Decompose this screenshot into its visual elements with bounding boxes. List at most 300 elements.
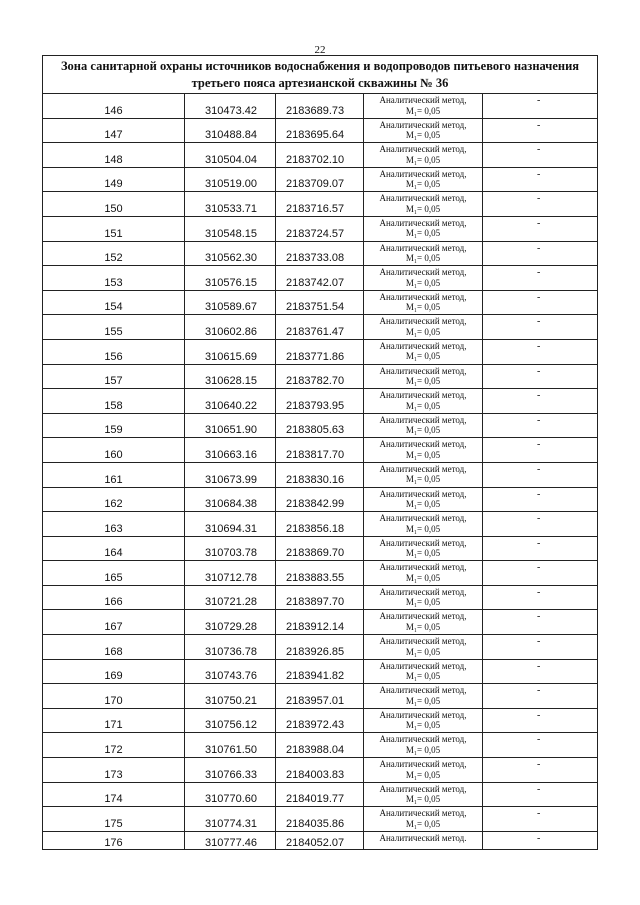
method-cell (364, 463, 483, 487)
x-coordinate: 310774.31 (205, 817, 257, 830)
y-coordinate: 2183926.85 (286, 645, 345, 658)
note-dash: - (537, 586, 541, 598)
method-cell (364, 315, 483, 339)
y-coordinate: 2183695.64 (286, 129, 345, 142)
x-coordinate-cell (185, 242, 276, 266)
y-coordinate-cell (276, 168, 364, 192)
point-number: 174 (104, 793, 123, 806)
method-text: Аналитический метод, (379, 513, 467, 524)
note-cell (483, 365, 597, 389)
x-coordinate: 310663.16 (205, 448, 257, 461)
y-coordinate: 2183869.70 (286, 547, 345, 560)
x-coordinate: 310729.28 (205, 621, 257, 634)
y-coordinate: 2183702.10 (286, 153, 345, 166)
point-number: 147 (104, 129, 123, 142)
y-coordinate: 2183716.57 (286, 202, 345, 215)
table-row (43, 684, 597, 709)
y-coordinate-cell (276, 192, 364, 216)
point-number-cell (43, 635, 185, 659)
x-coordinate-cell (185, 709, 276, 733)
note-dash: - (537, 709, 541, 721)
x-coordinate: 310548.15 (205, 227, 257, 240)
point-number-cell (43, 463, 185, 487)
note-dash: - (537, 808, 541, 820)
method-cell (364, 807, 483, 831)
note-dash: - (537, 365, 541, 377)
x-coordinate: 310602.86 (205, 325, 257, 338)
x-coordinate: 310519.00 (205, 178, 257, 191)
y-coordinate-cell (276, 266, 364, 290)
point-number-cell (43, 709, 185, 733)
point-number-cell (43, 537, 185, 561)
y-coordinate-cell (276, 561, 364, 585)
method-cell (364, 512, 483, 536)
method-cell (364, 488, 483, 512)
point-number-cell (43, 143, 185, 167)
point-number: 160 (104, 448, 123, 461)
y-coordinate-cell (276, 807, 364, 831)
point-number-cell (43, 610, 185, 634)
note-cell (483, 94, 597, 118)
method-text: Аналитический метод, (379, 439, 467, 450)
method-accuracy: M₁= 0,05 (405, 671, 441, 682)
table-row (43, 660, 597, 685)
title-line-1: Зона санитарной охраны источников водоснабжения и водопроводов питьевого назначения (60, 59, 580, 73)
table-row (43, 610, 597, 635)
point-number-cell (43, 684, 185, 708)
note-dash: - (537, 463, 541, 475)
y-coordinate: 2183957.01 (286, 694, 345, 707)
y-coordinate: 2183805.63 (286, 424, 345, 437)
x-coordinate-cell (185, 488, 276, 512)
x-coordinate: 310615.69 (205, 350, 257, 363)
point-number-cell (43, 242, 185, 266)
method-accuracy: M₁= 0,05 (405, 572, 441, 583)
note-dash: - (537, 340, 541, 352)
x-coordinate-cell (185, 660, 276, 684)
point-number-cell (43, 119, 185, 143)
point-number-cell (43, 438, 185, 462)
method-cell (364, 758, 483, 782)
note-cell (483, 635, 597, 659)
x-coordinate-cell (185, 168, 276, 192)
y-coordinate-cell (276, 660, 364, 684)
method-text: Аналитический метод, (379, 586, 467, 597)
y-coordinate: 2183817.70 (286, 448, 345, 461)
note-dash: - (537, 119, 541, 131)
point-number-cell (43, 586, 185, 610)
note-cell (483, 488, 597, 512)
method-text: Аналитический метод, (379, 685, 467, 696)
method-text: Аналитический метод, (379, 636, 467, 647)
x-coordinate-cell (185, 389, 276, 413)
note-dash: - (537, 783, 541, 795)
method-cell (364, 783, 483, 807)
method-text: Аналитический метод, (379, 537, 467, 548)
table-row (43, 119, 597, 144)
method-text: Аналитический метод, (379, 267, 467, 278)
point-number: 165 (104, 571, 123, 584)
y-coordinate: 2183988.04 (286, 744, 345, 757)
y-coordinate: 2184019.77 (286, 793, 345, 806)
table-row (43, 537, 597, 562)
method-cell (364, 291, 483, 315)
y-coordinate-cell (276, 365, 364, 389)
x-coordinate-cell (185, 266, 276, 290)
x-coordinate: 310743.76 (205, 670, 257, 683)
method-text: Аналитический метод, (379, 808, 467, 819)
method-accuracy: M₁= 0,05 (405, 130, 441, 141)
method-accuracy: M₁= 0,05 (405, 794, 441, 805)
point-number: 155 (104, 325, 123, 338)
x-coordinate: 310736.78 (205, 645, 257, 658)
x-coordinate-cell (185, 783, 276, 807)
note-cell (483, 832, 597, 849)
point-number-cell (43, 192, 185, 216)
point-number: 152 (104, 252, 123, 265)
x-coordinate: 310562.30 (205, 252, 257, 265)
method-text: Аналитический метод, (379, 759, 467, 770)
point-number-cell (43, 94, 185, 118)
point-number-cell (43, 561, 185, 585)
point-number: 176 (104, 836, 123, 849)
y-coordinate-cell (276, 709, 364, 733)
method-accuracy: M₁= 0,05 (405, 449, 441, 460)
point-number-cell (43, 758, 185, 782)
x-coordinate-cell (185, 291, 276, 315)
point-number: 153 (104, 276, 123, 289)
method-accuracy: M₁= 0,05 (405, 597, 441, 608)
y-coordinate: 2183742.07 (286, 276, 345, 289)
method-cell (364, 119, 483, 143)
x-coordinate-cell (185, 192, 276, 216)
note-cell (483, 389, 597, 413)
method-cell (364, 561, 483, 585)
y-coordinate: 2183709.07 (286, 178, 345, 191)
table-row (43, 315, 597, 340)
y-coordinate: 2183761.47 (286, 325, 345, 338)
point-number-cell (43, 217, 185, 241)
y-coordinate-cell (276, 242, 364, 266)
table-row (43, 365, 597, 390)
method-text: Аналитический метод, (379, 611, 467, 622)
method-cell (364, 217, 483, 241)
x-coordinate: 310766.33 (205, 768, 257, 781)
x-coordinate: 310761.50 (205, 744, 257, 757)
y-coordinate: 2183751.54 (286, 301, 345, 314)
y-coordinate-cell (276, 340, 364, 364)
x-coordinate-cell (185, 733, 276, 757)
y-coordinate-cell (276, 512, 364, 536)
point-number: 159 (104, 424, 123, 437)
note-cell (483, 586, 597, 610)
method-accuracy: M₁= 0,05 (405, 548, 441, 559)
note-dash: - (537, 562, 541, 574)
note-dash: - (537, 611, 541, 623)
point-number: 170 (104, 694, 123, 707)
y-coordinate-cell (276, 635, 364, 659)
x-coordinate-cell (185, 684, 276, 708)
method-text: Аналитический метод, (379, 783, 467, 794)
method-text: Аналитический метод, (379, 291, 467, 302)
method-text: Аналитический метод, (379, 144, 467, 155)
point-number-cell (43, 414, 185, 438)
method-cell (364, 660, 483, 684)
note-dash: - (537, 95, 541, 106)
x-coordinate: 310770.60 (205, 793, 257, 806)
note-dash: - (537, 636, 541, 648)
table-row (43, 733, 597, 758)
method-cell (364, 733, 483, 757)
note-dash: - (537, 488, 541, 500)
y-coordinate-cell (276, 733, 364, 757)
x-coordinate-cell (185, 438, 276, 462)
method-text: Аналитический метод, (379, 95, 467, 105)
point-number: 146 (104, 104, 123, 117)
table-row (43, 242, 597, 267)
y-coordinate: 2183856.18 (286, 522, 345, 535)
method-text: Аналитический метод, (379, 217, 467, 228)
note-dash: - (537, 316, 541, 328)
point-number-cell (43, 660, 185, 684)
method-accuracy: M₁= 0,05 (405, 351, 441, 362)
x-coordinate-cell (185, 414, 276, 438)
method-text: Аналитический метод, (379, 316, 467, 327)
point-number: 158 (104, 399, 123, 412)
x-coordinate-cell (185, 463, 276, 487)
note-cell (483, 291, 597, 315)
point-number: 149 (104, 178, 123, 191)
point-number: 171 (104, 719, 123, 732)
method-accuracy: M₁= 0,05 (405, 203, 441, 214)
table-row (43, 143, 597, 168)
method-cell (364, 635, 483, 659)
y-coordinate-cell (276, 463, 364, 487)
y-coordinate-cell (276, 438, 364, 462)
note-cell (483, 192, 597, 216)
table-row (43, 192, 597, 217)
point-number: 148 (104, 153, 123, 166)
table-row (43, 807, 597, 832)
x-coordinate: 310777.46 (205, 836, 257, 849)
method-accuracy: M₁= 0,05 (405, 499, 441, 509)
method-text: Аналитический метод, (379, 340, 467, 351)
method-cell (364, 709, 483, 733)
method-accuracy: M₁= 0,05 (405, 818, 441, 829)
method-text: Аналитический метод, (379, 390, 467, 401)
method-cell (364, 192, 483, 216)
table-row (43, 561, 597, 586)
method-text: Аналитический метод, (379, 365, 467, 376)
y-coordinate: 2184052.07 (286, 836, 345, 849)
table-row (43, 291, 597, 316)
title-line-2: третьего пояса артезианской скважины № 36 (191, 76, 449, 90)
y-coordinate-cell (276, 315, 364, 339)
table-row (43, 709, 597, 734)
x-coordinate: 310504.04 (205, 153, 257, 166)
point-number: 166 (104, 596, 123, 609)
table-row (43, 94, 597, 119)
y-coordinate: 2183689.73 (286, 104, 345, 117)
method-accuracy: M₁= 0,05 (405, 105, 441, 116)
y-coordinate: 2183771.86 (286, 350, 345, 363)
point-number: 169 (104, 670, 123, 683)
method-text: Аналитический метод, (379, 193, 467, 204)
table-row (43, 832, 597, 849)
point-number: 164 (104, 547, 123, 560)
x-coordinate-cell (185, 561, 276, 585)
note-dash: - (537, 759, 541, 771)
table-row (43, 758, 597, 783)
table-row (43, 438, 597, 463)
method-text: Аналитический метод, (379, 660, 467, 671)
note-cell (483, 733, 597, 757)
note-cell (483, 143, 597, 167)
method-accuracy: M₁= 0,05 (405, 154, 441, 165)
point-number: 162 (104, 498, 123, 511)
y-coordinate-cell (276, 291, 364, 315)
note-cell (483, 807, 597, 831)
y-coordinate-cell (276, 488, 364, 512)
coordinates-table (42, 55, 598, 850)
point-number-cell (43, 291, 185, 315)
note-cell (483, 217, 597, 241)
method-accuracy: M₁= 0,05 (405, 474, 441, 485)
method-accuracy: M₁= 0,05 (405, 695, 441, 706)
x-coordinate-cell (185, 512, 276, 536)
note-dash: - (537, 832, 541, 844)
y-coordinate: 2183897.70 (286, 596, 345, 609)
y-coordinate: 2183733.08 (286, 252, 345, 265)
method-text: Аналитический метод. (379, 832, 467, 843)
x-coordinate-cell (185, 340, 276, 364)
table-row (43, 340, 597, 365)
y-coordinate-cell (276, 389, 364, 413)
point-number: 168 (104, 645, 123, 658)
note-cell (483, 709, 597, 733)
x-coordinate: 310473.42 (205, 104, 257, 117)
method-accuracy: M₁= 0,05 (405, 376, 441, 387)
note-dash: - (537, 267, 541, 279)
note-dash: - (537, 168, 541, 180)
point-number-cell (43, 807, 185, 831)
point-number-cell (43, 733, 185, 757)
point-number-cell (43, 488, 185, 512)
point-number-cell (43, 266, 185, 290)
method-accuracy: M₁= 0,05 (405, 621, 441, 632)
method-accuracy: M₁= 0,05 (405, 769, 441, 780)
method-accuracy: M₁= 0,05 (405, 400, 441, 411)
x-coordinate-cell (185, 807, 276, 831)
method-cell (364, 684, 483, 708)
method-text: Аналитический метод, (379, 119, 467, 130)
x-coordinate-cell (185, 832, 276, 849)
method-cell (364, 143, 483, 167)
table-row (43, 635, 597, 660)
table-row (43, 488, 597, 513)
point-number: 163 (104, 522, 123, 535)
y-coordinate: 2183782.70 (286, 375, 345, 388)
method-text: Аналитический метод, (379, 562, 467, 573)
note-dash: - (537, 390, 541, 402)
y-coordinate-cell (276, 783, 364, 807)
point-number: 175 (104, 817, 123, 830)
y-coordinate-cell (276, 586, 364, 610)
y-coordinate: 2183793.95 (286, 399, 345, 412)
x-coordinate-cell (185, 758, 276, 782)
point-number-cell (43, 168, 185, 192)
note-cell (483, 512, 597, 536)
y-coordinate: 2183842.99 (286, 498, 345, 511)
method-accuracy: M₁= 0,05 (405, 179, 441, 190)
method-cell (364, 266, 483, 290)
point-number: 150 (104, 202, 123, 215)
method-text: Аналитический метод, (379, 242, 467, 253)
method-text: Аналитический метод, (379, 463, 467, 474)
x-coordinate: 310721.28 (205, 596, 257, 609)
method-accuracy: M₁= 0,05 (405, 523, 441, 534)
x-coordinate: 310750.21 (205, 694, 257, 707)
x-coordinate: 310488.84 (205, 129, 257, 142)
y-coordinate: 2183912.14 (286, 621, 345, 634)
note-cell (483, 537, 597, 561)
note-dash: - (537, 217, 541, 229)
point-number: 157 (104, 375, 123, 388)
method-cell (364, 610, 483, 634)
x-coordinate: 310576.15 (205, 276, 257, 289)
point-number: 167 (104, 621, 123, 634)
method-cell (364, 537, 483, 561)
note-cell (483, 610, 597, 634)
table-row (43, 414, 597, 439)
note-dash: - (537, 144, 541, 156)
x-coordinate-cell (185, 315, 276, 339)
method-text: Аналитический метод, (379, 414, 467, 425)
y-coordinate-cell (276, 684, 364, 708)
point-number: 173 (104, 768, 123, 781)
x-coordinate-cell (185, 610, 276, 634)
x-coordinate: 310589.67 (205, 301, 257, 314)
y-coordinate-cell (276, 537, 364, 561)
y-coordinate-cell (276, 414, 364, 438)
method-text: Аналитический метод, (379, 168, 467, 179)
point-number: 151 (104, 227, 123, 240)
method-accuracy: M₁= 0,05 (405, 425, 441, 436)
x-coordinate-cell (185, 537, 276, 561)
method-cell (364, 168, 483, 192)
table-body (43, 94, 597, 849)
y-coordinate: 2184035.86 (286, 817, 345, 830)
method-cell (364, 389, 483, 413)
method-text: Аналитический метод, (379, 488, 467, 499)
x-coordinate-cell (185, 143, 276, 167)
method-accuracy: M₁= 0,05 (405, 302, 441, 313)
method-cell (364, 438, 483, 462)
x-coordinate-cell (185, 635, 276, 659)
table-row (43, 217, 597, 242)
x-coordinate-cell (185, 586, 276, 610)
method-accuracy: M₁= 0,05 (405, 228, 441, 239)
x-coordinate: 310651.90 (205, 424, 257, 437)
y-coordinate-cell (276, 832, 364, 849)
method-accuracy: M₁= 0,05 (405, 744, 441, 755)
y-coordinate: 2183830.16 (286, 473, 345, 486)
x-coordinate-cell (185, 217, 276, 241)
x-coordinate-cell (185, 365, 276, 389)
note-dash: - (537, 291, 541, 303)
method-cell (364, 365, 483, 389)
method-text: Аналитический метод, (379, 734, 467, 745)
